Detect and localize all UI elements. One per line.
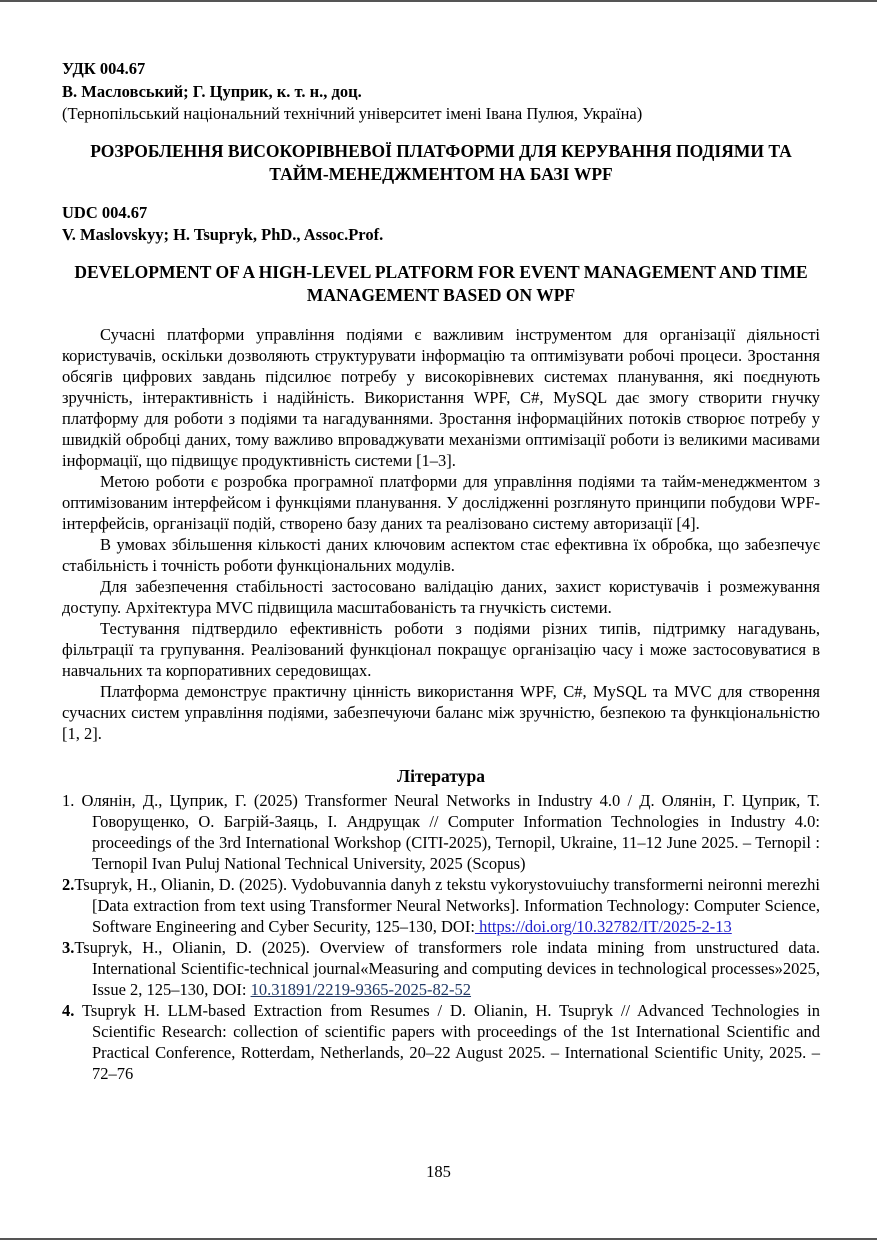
abstract-paragraph: Платформа демонструє практичну цінність використання WPF, C#, MySQL та MVC для створення сучасних систем управління подіями, забезпечуючи баланс між зручністю, безпекою та функціональністю [1, 2]. bbox=[62, 681, 820, 743]
reference-item bbox=[62, 1000, 820, 1084]
paper-title-ua: РОЗРОБЛЕННЯ ВИСОКОРІВНЕВОЇ ПЛАТФОРМИ ДЛЯ КЕРУВАННЯ ПОДІЯМИ ТА ТАЙМ-МЕНЕДЖМЕНТОМ НА БАЗІ WPF bbox=[90, 140, 792, 184]
reference-number: 2. bbox=[62, 874, 75, 894]
abstract-paragraph: Для забезпечення стабільності застосовано валідацію даних, захист користувачів і розмежування доступу. Архітектура MVC підвищила масштабованість та гнучкість системи. bbox=[62, 576, 820, 617]
doi-link[interactable] bbox=[475, 917, 732, 936]
udc-code: UDC 004.67 bbox=[62, 202, 148, 222]
abstract-body bbox=[62, 324, 820, 744]
udk-code: УДК 004.67 bbox=[62, 59, 146, 78]
ukrainian-header bbox=[62, 58, 820, 126]
references-list bbox=[62, 790, 820, 1084]
authors-ua: В. Масловський; Г. Цуприк, к. т. н., доц. bbox=[62, 81, 362, 101]
reference-item bbox=[62, 790, 820, 874]
page-number: 185 bbox=[426, 1162, 451, 1181]
abstract-paragraph: Тестування підтвердило ефективність роботи з подіями різних типів, підтримку нагадувань, фільтрації та групування. Реалізований функціонал покращує організацію часу і може застосовуватися в навчальних та корпоративних середовищах. bbox=[62, 618, 820, 680]
references-heading: Література bbox=[397, 765, 485, 786]
reference-item bbox=[62, 937, 820, 1000]
reference-number: 3. bbox=[62, 937, 75, 957]
reference-number: 4. bbox=[62, 1000, 75, 1020]
authors-en: V. Maslovskyy; H. Tsupryk, PhD., Assoc.Prof. bbox=[62, 225, 384, 244]
doi-link[interactable]: 10.31891/2219-9365-2025-82-52 bbox=[250, 979, 472, 999]
reference-text: Олянін, Д., Цуприк, Г. (2025) Transformer Neural Networks in Industry 4.0 / Д. Олянін, Г. Цуприк, Т. Говорущенко, О. Багрій-Заяць, І. Андрущак // Computer Information Technologies in Industry 4.0: proceedings of the 3rd International Workshop (CITI-2025), Ternopil, Ukraine, 11–12 June 2025. – Ternopil : Ternopil Ivan Puluj National Technical University, 2025 (Scopus) bbox=[74, 790, 820, 873]
english-header bbox=[62, 202, 820, 247]
paper-title-en: DEVELOPMENT OF A HIGH-LEVEL PLATFORM FOR EVENT MANAGEMENT AND TIME MANAGEMENT BASED ON WPF bbox=[74, 261, 808, 305]
doi-link-part[interactable]: //doi.org/10.32782/IT/2025-2-13 bbox=[515, 916, 732, 936]
reference-number: 1. bbox=[62, 790, 75, 810]
reference-text: Tsupryk, H., Olianin, D. (2025). Vydobuvannia danyh z tekstu vykorystovuiuchy transformerni neironni merezhi [Data extraction from text using Transformer Neural Networks]. Information Technology: Computer Science, Software Engineering and Cyber Security, 125–130, DOI: bbox=[74, 874, 820, 936]
reference-text: Tsupryk H. LLM-based Extraction from Resumes / D. Olianin, H. Tsupryk // Advanced Technologies in Scientific Research: collection of scientific papers with proceedings of the 1st International Scientific and Practical Conference, Rotterdam, Netherlands, 20–22 August 2025. – International Scientific Unity, 2025. – 72–76 bbox=[74, 1000, 820, 1083]
abstract-paragraph: В умовах збільшення кількості даних ключовим аспектом стає ефективна їх обробка, що забезпечує стабільність і точність роботи функціональних модулів. bbox=[62, 534, 820, 575]
page-content bbox=[62, 58, 820, 1084]
abstract-paragraph: Сучасні платформи управління подіями є важливим інструментом для організації діяльності користувачів, оскільки дозволяють структурувати інформацію та оптимізувати робочі процеси. Зростання обсягів цифрових завдань підсилює потребу у високорівневих системах планування, які поєднують зручність, інтерактивність і надійність. Використання WPF, C#, MySQL дає змогу створити гнучку платформу для роботи з подіями та нагадуваннями. Зростання інформаційних потоків створює потребу у швидкій обробці даних, тому важливо впроваджувати механізми оптимізації роботи із великими масивами інформації, що підвищує продуктивність системи [1–3]. bbox=[62, 324, 820, 470]
reference-text: Tsupryk, H., Olianin, D. (2025). Overview of transformers role indata mining from unstructured data. International Scientific-technical journal«Measuring and computing devices in technological processes»2025, Issue 2, 125–130, DOI: bbox=[74, 937, 820, 999]
abstract-paragraph: Метою роботи є розробка програмної платформи для управління подіями та тайм-менеджментом з оптимізованим інтерфейсом і функціями планування. У дослідженні розглянуто принципи побудови WPF-інтерфейсів, організації подій, створено базу даних та реалізовано систему авторизації [4]. bbox=[62, 471, 820, 533]
affiliation-ua: (Тернопільський національний технічний університет імені Івана Пулюя, Україна) bbox=[62, 104, 643, 123]
doi-link-part[interactable]: https: bbox=[474, 916, 516, 936]
reference-item bbox=[62, 874, 820, 937]
